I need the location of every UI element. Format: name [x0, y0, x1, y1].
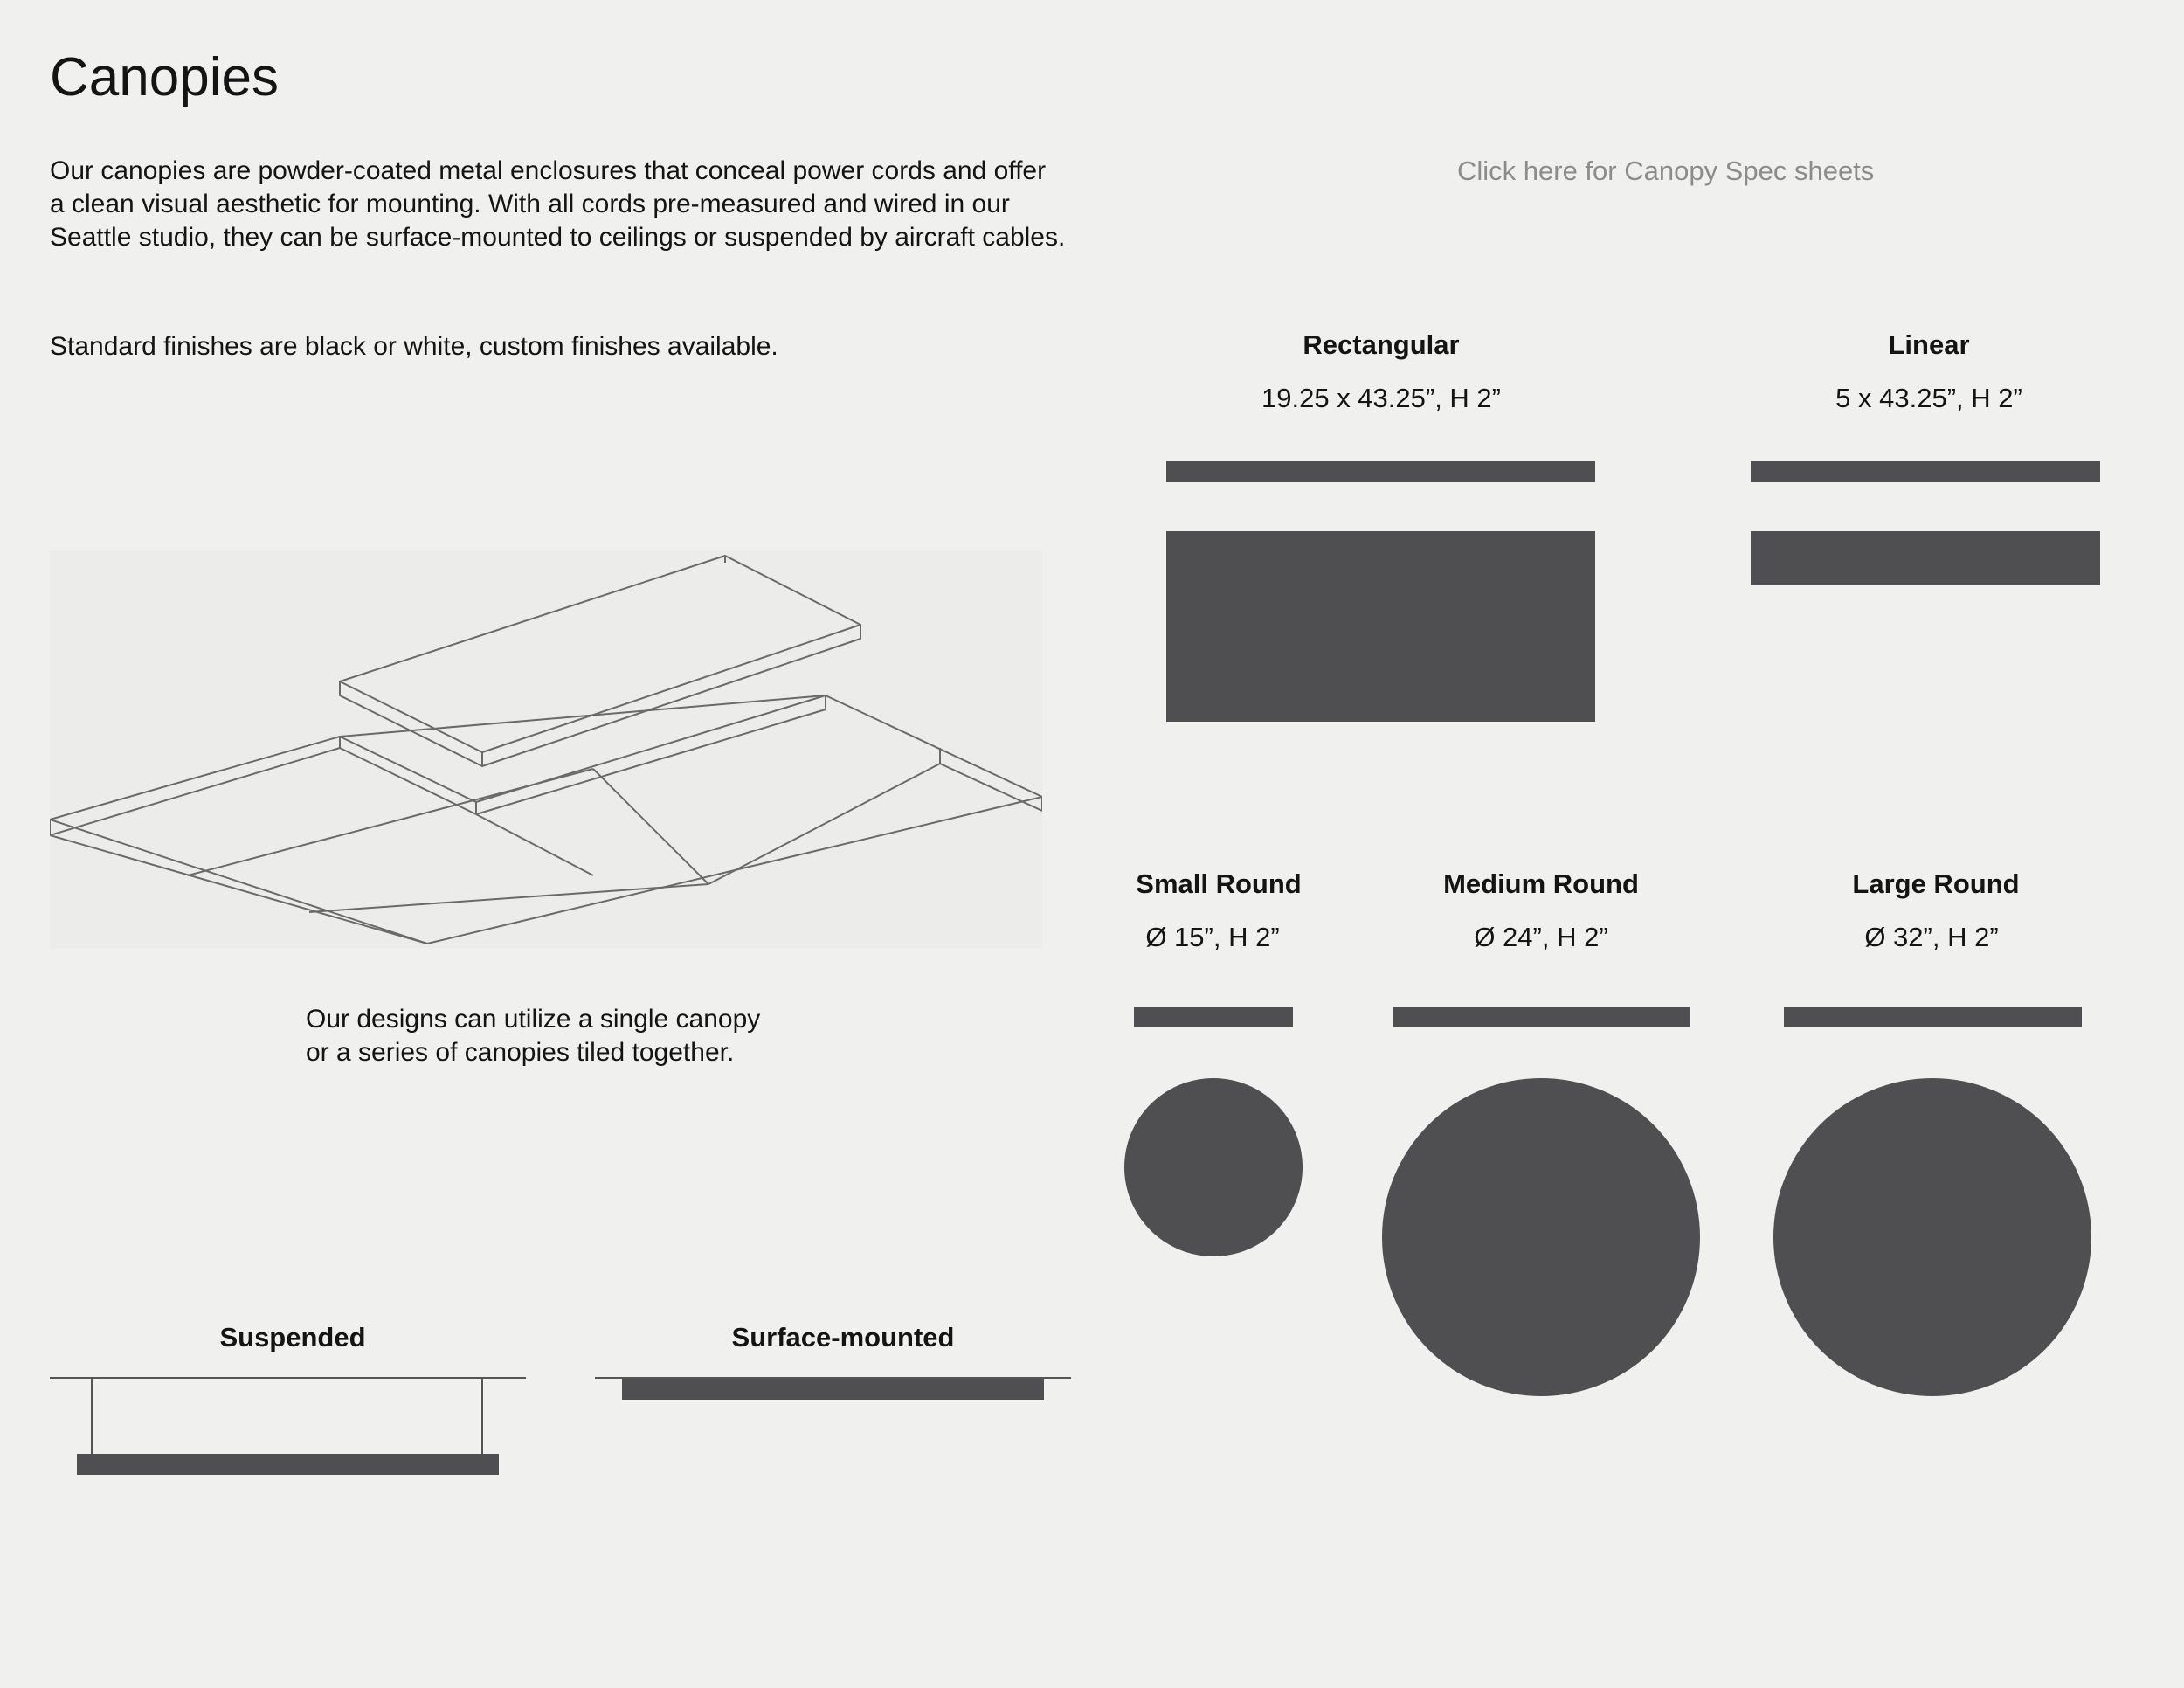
rectangular-side-profile — [1166, 461, 1595, 482]
small-round-title: Small Round — [1136, 868, 1302, 899]
large-round-top-view — [1773, 1078, 2091, 1396]
surface-mounted-canopy — [622, 1379, 1044, 1400]
suspended-canopy — [77, 1454, 499, 1475]
rectangular-dimensions: 19.25 x 43.25”, H 2” — [1261, 383, 1501, 413]
ceiling-line — [50, 1377, 526, 1379]
intro-paragraph — [50, 155, 1168, 254]
rectangular-top-view — [1166, 531, 1595, 722]
finishes-note: Standard finishes are black or white, custom finishes available. — [50, 332, 778, 361]
small-round-top-view — [1124, 1078, 1303, 1256]
suspended-title: Suspended — [219, 1322, 366, 1352]
medium-round-dimensions: Ø 24”, H 2” — [1474, 922, 1608, 952]
intro-line: Seattle studio, they can be surface-mounted to ceilings or suspended by aircraft cables. — [50, 223, 1066, 252]
intro-line: a clean visual aesthetic for mounting. With all cords pre-measured and wired in our — [50, 190, 1010, 218]
linear-top-view — [1751, 531, 2100, 585]
tiled-canopies-illustration — [50, 550, 1042, 948]
caption-line: or a series of canopies tiled together. — [306, 1038, 735, 1067]
page-title: Canopies — [50, 47, 279, 107]
spec-sheets-link[interactable]: Click here for Canopy Spec sheets — [1457, 156, 1875, 186]
rectangular-title: Rectangular — [1303, 329, 1460, 360]
suspension-cable — [91, 1379, 93, 1454]
linear-title: Linear — [1888, 329, 1970, 360]
surface-mounted-title: Surface-mounted — [731, 1322, 955, 1352]
illustration-caption — [306, 1003, 830, 1069]
suspension-cable — [481, 1379, 483, 1454]
caption-line: Our designs can utilize a single canopy — [306, 1005, 761, 1034]
intro-line: Our canopies are powder-coated metal enclosures that conceal power cords and offer — [50, 156, 1047, 185]
large-round-side-profile — [1784, 1007, 2082, 1027]
medium-round-title: Medium Round — [1443, 868, 1639, 899]
linear-dimensions: 5 x 43.25”, H 2” — [1835, 383, 2022, 413]
small-round-dimensions: Ø 15”, H 2” — [1145, 922, 1280, 952]
medium-round-top-view — [1382, 1078, 1700, 1396]
linear-side-profile — [1751, 461, 2100, 482]
medium-round-side-profile — [1393, 1007, 1690, 1027]
small-round-side-profile — [1134, 1007, 1293, 1027]
large-round-dimensions: Ø 32”, H 2” — [1864, 922, 1999, 952]
large-round-title: Large Round — [1852, 868, 2020, 899]
